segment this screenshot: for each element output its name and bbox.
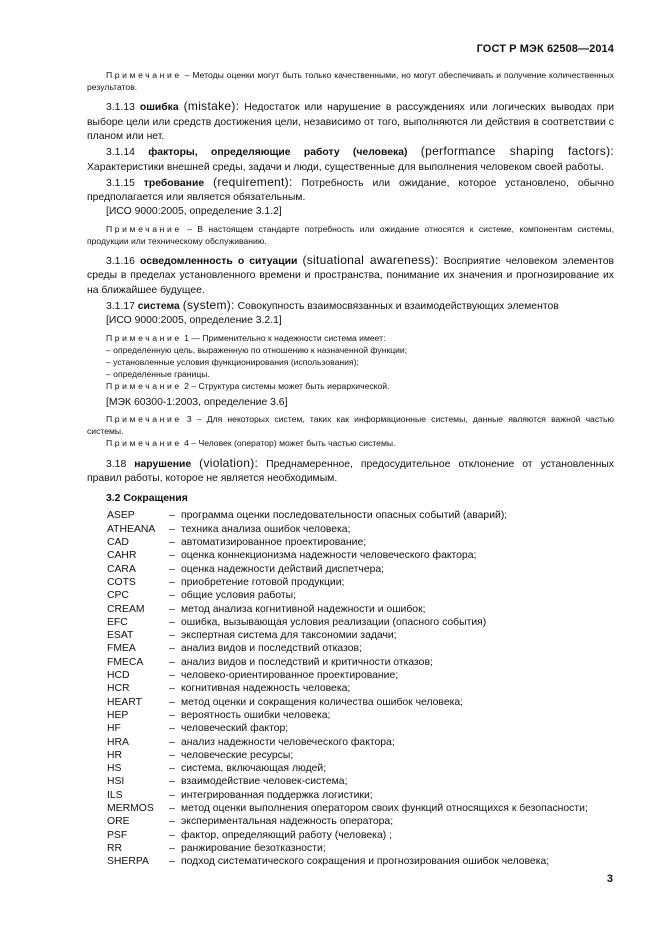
abbreviation-row xyxy=(107,523,588,536)
def-english: (mistake): xyxy=(183,99,240,114)
def-text: Совокупность взаимосвязанных и взаимодействующих элементов xyxy=(234,301,559,313)
abbreviation-code: ESAT xyxy=(107,630,134,642)
abbreviation-description: человеческие ресурсы; xyxy=(181,749,294,761)
def-text: Восприятие человеком элементов среды в пределах установленного времени и пространства, понимание их значения и прогнозирование их на ближайшее будущее. xyxy=(87,256,614,296)
def-number: 3.1.13 xyxy=(106,102,135,114)
abbreviation-code: HCD xyxy=(107,670,130,682)
abbreviation-row xyxy=(107,802,588,815)
note-text: – Человек (оператор) может быть частью системы. xyxy=(188,438,396,449)
abbreviation-dash: – xyxy=(169,576,175,588)
def-text: Преднамеренное, предосудительное отклонение от установленных правил работы, которое не является необходимым. xyxy=(87,458,614,484)
def-number: 3.1.14 xyxy=(106,147,135,159)
def-number: 3.18 xyxy=(106,458,127,470)
note-number: 4 xyxy=(181,438,189,449)
definition-3-1-16 xyxy=(87,253,614,298)
abbreviation-code: PSF xyxy=(107,829,128,841)
abbreviation-code: EFC xyxy=(107,616,128,628)
abbreviation-code: SHERPA xyxy=(107,856,149,868)
def-number: 3.1.15 xyxy=(106,177,135,189)
document-body xyxy=(87,69,614,869)
abbreviation-row xyxy=(107,696,588,709)
abbreviation-description: общие условия работы; xyxy=(181,590,296,602)
abbreviation-description: анализ видов и последствий и критичности отказов; xyxy=(181,656,433,668)
page-number: 3 xyxy=(606,873,613,885)
note-list-item: – определенную цель, выраженную по отношению к назначенной функции; xyxy=(106,344,408,355)
abbreviation-description: взаимодействие человек-система; xyxy=(181,776,348,788)
abbreviation-dash: – xyxy=(169,723,175,735)
abbreviation-description: когнитивная надежность человека; xyxy=(181,683,351,695)
note-system-4 xyxy=(87,437,614,449)
reference-iso-9000-3-1-2: [ИСО 9000:2005, определение 3.1.2] xyxy=(106,206,282,218)
note-text: — Применительно к надежности система имеет: xyxy=(188,332,386,343)
abbreviation-description: экспериментальная надежность оператора; xyxy=(181,816,394,828)
note-number: 2 xyxy=(181,381,189,392)
abbreviation-code: HEART xyxy=(107,696,143,708)
abbreviation-row xyxy=(107,709,588,722)
def-english: (requirement): xyxy=(213,174,293,189)
note-number: 1 xyxy=(181,332,189,343)
abbreviation-row xyxy=(107,749,588,762)
note-number: 3 xyxy=(181,413,192,424)
abbreviation-description: метод оценки и сокращения количества ошибок человека; xyxy=(181,696,464,708)
definition-3-1-14 xyxy=(87,144,614,175)
abbreviation-description: техника анализа ошибок человека; xyxy=(181,523,351,535)
abbreviation-description: человеко-ориентированное проектирование; xyxy=(181,670,399,682)
abbreviation-code: ASEP xyxy=(107,510,135,522)
abbreviation-dash: – xyxy=(169,776,175,788)
note-methods xyxy=(87,69,614,93)
def-term: ошибка xyxy=(139,102,179,114)
abbreviation-row xyxy=(107,789,588,802)
abbreviation-code: COTS xyxy=(107,576,136,588)
abbreviations-table xyxy=(107,509,588,868)
abbreviation-dash: – xyxy=(169,616,175,628)
abbreviation-dash: – xyxy=(169,803,175,815)
def-text: Потребность или ожидание, которое установлено, обычно предполагается или является обязательным. xyxy=(87,177,615,204)
abbreviation-dash: – xyxy=(169,603,175,615)
reference-iec-60300-1: [МЭК 60300-1:2003, определение 3.6] xyxy=(106,396,288,408)
abbreviation-row xyxy=(107,589,588,602)
def-term: факторы, определяющие работу (человека) xyxy=(148,147,408,159)
abbreviation-dash: – xyxy=(169,763,175,775)
def-english: (situational awareness): xyxy=(302,253,439,268)
abbreviation-row xyxy=(107,576,588,589)
abbreviation-row xyxy=(107,762,588,775)
abbreviation-row xyxy=(107,629,588,642)
abbreviation-code: CARA xyxy=(107,563,136,575)
section-title-abbreviations: 3.2 Сокращения xyxy=(106,493,188,505)
abbreviation-code: HEP xyxy=(107,709,129,721)
abbreviation-description: ранжирование безотказности; xyxy=(181,842,326,854)
abbreviation-code: ATHEANA xyxy=(107,523,156,535)
abbreviation-description: оценка коннекционизма надежности человеческого фактора; xyxy=(181,550,477,562)
abbreviation-row xyxy=(107,736,588,749)
def-term: осведомленность о ситуации xyxy=(139,256,298,268)
abbreviation-row xyxy=(107,842,588,855)
abbreviation-code: CAD xyxy=(107,537,129,549)
abbreviation-code: HS xyxy=(107,763,122,775)
abbreviation-dash: – xyxy=(169,550,175,562)
note-text: – Для некоторых систем, таких как информационные системы, данные являются важной частью системы. xyxy=(87,413,614,437)
def-text: Недостаток или нарушение в рассуждениях или логических выводах при выборе цели или средств достижения цели, независимо от того, выполняются ли действия в соответствии с планом или нет. xyxy=(87,102,614,142)
abbreviation-code: CREAM xyxy=(107,603,145,615)
abbreviation-description: вероятность ошибки человека; xyxy=(181,709,331,721)
abbreviation-dash: – xyxy=(169,523,175,535)
abbreviation-code: FMECA xyxy=(107,656,144,668)
def-number: 3.1.16 xyxy=(106,256,135,268)
abbreviation-description: подход систематического сокращения и прогнозирования ошибок человека; xyxy=(181,856,550,868)
abbreviation-description: экспертная система для таксономии задачи; xyxy=(181,630,397,642)
abbreviation-code: HSI xyxy=(107,776,125,788)
note-text: – Структура системы может быть иерархической. xyxy=(188,381,390,392)
def-text: Характеристики внешней среды, задачи и люди, существенные для выполнения человеком своей работы. xyxy=(87,161,604,173)
def-english: (violation): xyxy=(199,455,259,470)
abbreviation-code: CPC xyxy=(107,590,129,602)
abbreviation-description: приобретение готовой продукции; xyxy=(181,576,345,588)
abbreviation-dash: – xyxy=(169,590,175,602)
note-system-2 xyxy=(87,380,614,392)
abbreviation-description: анализ надежности человеческого фактора; xyxy=(181,736,395,748)
abbreviation-code: MERMOS xyxy=(107,803,154,815)
abbreviation-dash: – xyxy=(169,829,175,841)
abbreviation-dash: – xyxy=(169,630,175,642)
reference-iso-9000-3-2-1: [ИСО 9000:2005, определение 3.2.1] xyxy=(106,315,282,327)
abbreviation-dash: – xyxy=(169,643,175,655)
abbreviation-row xyxy=(107,682,588,695)
note-system-1 xyxy=(87,332,614,344)
def-english: (performance shaping factors): xyxy=(420,144,615,159)
abbreviation-description: ошибка, вызывающая условия реализации (опасного события) xyxy=(181,616,487,628)
abbreviation-dash: – xyxy=(169,537,175,549)
abbreviation-row xyxy=(107,855,588,868)
abbreviation-code: HR xyxy=(107,749,123,761)
abbreviation-code: HCR xyxy=(107,683,130,695)
abbreviation-row xyxy=(107,563,588,576)
abbreviation-row xyxy=(107,616,588,629)
abbreviation-description: автоматизированное проектирование; xyxy=(181,537,367,549)
note-system-3 xyxy=(87,413,614,437)
def-english: (system): xyxy=(182,298,235,313)
def-term: система xyxy=(137,301,180,313)
note-list-item: – установленные условия функционирования (использования); xyxy=(106,357,359,368)
abbreviation-description: человеческий фактор; xyxy=(181,723,289,735)
abbreviation-description: программа оценки последовательности опасных событий (аварий); xyxy=(181,510,508,522)
abbreviation-code: HF xyxy=(107,723,121,735)
abbreviation-row xyxy=(107,775,588,788)
abbreviation-description: анализ видов и последствий отказов; xyxy=(181,643,362,655)
note-label: Примечание xyxy=(106,438,182,449)
abbreviation-row xyxy=(107,815,588,828)
abbreviation-description: оценка надежности действий диспетчера; xyxy=(181,563,385,575)
abbreviation-dash: – xyxy=(169,656,175,668)
abbreviation-row xyxy=(107,722,588,735)
abbreviation-dash: – xyxy=(169,510,175,522)
abbreviation-dash: – xyxy=(169,789,175,801)
abbreviation-dash: – xyxy=(169,749,175,761)
abbreviation-dash: – xyxy=(169,709,175,721)
abbreviation-code: FMEA xyxy=(107,643,136,655)
abbreviation-description: фактор, определяющий работу (человека) ; xyxy=(181,829,392,841)
note-text: – В настоящем стандарте потребность или ожидание относятся к системе, компонентам системы, продукции или техническому обслуживанию. xyxy=(87,223,614,246)
abbreviation-dash: – xyxy=(169,696,175,708)
note-label: Примечание xyxy=(106,332,182,343)
def-term: требование xyxy=(143,177,205,189)
abbreviation-dash: – xyxy=(169,856,175,868)
abbreviation-row xyxy=(107,642,588,655)
abbreviation-description: система, включающая людей; xyxy=(181,763,327,775)
note-label: Примечание xyxy=(106,413,182,424)
abbreviation-row xyxy=(107,669,588,682)
abbreviation-dash: – xyxy=(169,563,175,575)
abbreviation-row xyxy=(107,509,588,522)
abbreviation-dash: – xyxy=(169,670,175,682)
definition-3-1-15 xyxy=(87,175,614,206)
note-label: Примечание xyxy=(106,223,182,234)
note-label: Примечание xyxy=(106,381,182,392)
note-text: – Методы оценки могут быть только качественными, но могут обеспечивать и получение количественных результатов. xyxy=(87,70,614,93)
abbreviation-dash: – xyxy=(169,736,175,748)
abbreviation-row xyxy=(107,656,588,669)
abbreviation-description: интегрированная поддержка логистики; xyxy=(181,789,373,801)
abbreviation-code: RR xyxy=(107,842,123,854)
definition-3-18 xyxy=(87,456,614,487)
abbreviation-row xyxy=(107,829,588,842)
definition-3-1-17 xyxy=(87,298,614,314)
abbreviation-row xyxy=(107,603,588,616)
abbreviation-description: метод анализа когнитивной надежности и ошибок; xyxy=(181,603,426,615)
note-requirement xyxy=(87,223,614,247)
abbreviation-row xyxy=(107,536,588,549)
abbreviation-dash: – xyxy=(169,816,175,828)
abbreviation-dash: – xyxy=(169,842,175,854)
abbreviation-code: HRA xyxy=(107,736,129,748)
abbreviation-description: метод оценки выполнения оператором своих функций относящихся к безопасности; xyxy=(181,803,588,815)
document-header: ГОСТ Р МЭК 62508—2014 xyxy=(476,43,614,55)
abbreviation-dash: – xyxy=(169,683,175,695)
abbreviation-row xyxy=(107,549,588,562)
definition-3-1-13 xyxy=(87,99,614,144)
abbreviation-code: ORE xyxy=(107,816,130,828)
def-term: нарушение xyxy=(134,458,192,470)
def-number: 3.1.17 xyxy=(106,301,135,313)
note-label: Примечание xyxy=(106,70,182,80)
abbreviation-code: ILS xyxy=(107,789,123,801)
note-list-item: – определенные границы. xyxy=(106,369,210,380)
abbreviation-code: CAHR xyxy=(107,550,137,562)
